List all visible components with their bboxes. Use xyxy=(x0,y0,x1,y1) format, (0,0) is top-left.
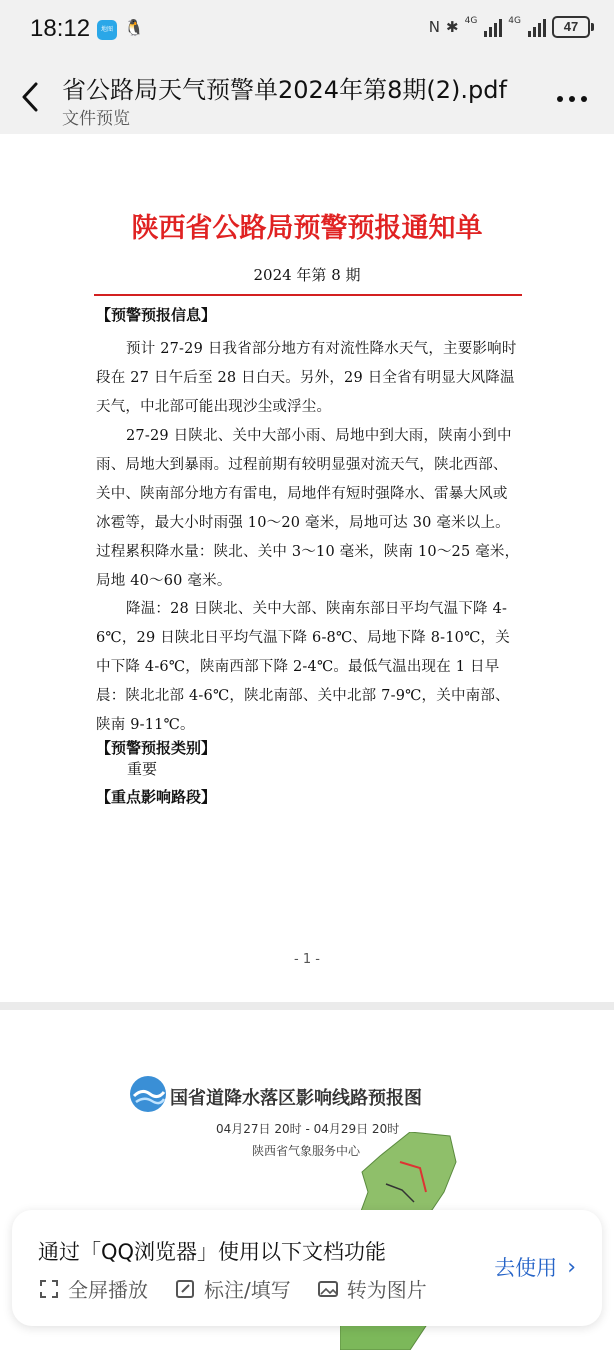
page-number: - 1 - xyxy=(294,952,320,967)
bluetooth-icon: ✱ xyxy=(446,18,459,36)
warning-level: 重要 xyxy=(127,760,158,778)
nfc-icon: N xyxy=(428,18,441,36)
network-type-1: 4G xyxy=(464,16,478,26)
battery-icon xyxy=(552,16,590,38)
signal-icon-1 xyxy=(484,17,502,37)
qq-penguin-icon: 🐧 xyxy=(124,18,144,37)
signal-icon-2 xyxy=(528,17,546,37)
feature-fullscreen-label: 全屏播放 xyxy=(68,1278,148,1302)
use-now-label: 去使用 xyxy=(494,1256,558,1280)
status-bar xyxy=(0,0,614,62)
banner-text: 通过「QQ浏览器」使用以下文档功能 xyxy=(38,1240,387,1264)
back-button[interactable] xyxy=(14,76,48,118)
pdf-page-1[interactable] xyxy=(0,134,614,1002)
status-time: 18:12 xyxy=(30,15,91,42)
chevron-left-icon xyxy=(14,76,48,118)
feature-to-image[interactable] xyxy=(317,1274,427,1303)
title-bar xyxy=(0,62,614,134)
map-app-icon: 地图 xyxy=(97,20,117,40)
section-key-roads: 【重点影响路段】 xyxy=(96,788,217,806)
qq-browser-banner[interactable] xyxy=(12,1210,602,1326)
feature-fullscreen[interactable] xyxy=(38,1274,148,1303)
file-subtitle: 文件预览 xyxy=(62,109,130,129)
feature-annotate-label: 标注/填写 xyxy=(204,1278,291,1302)
more-options-button[interactable] xyxy=(550,82,594,112)
notice-title: 陕西省公路局预警预报通知单 xyxy=(131,213,483,244)
section-warning-info: 【预警预报信息】 xyxy=(96,306,217,324)
battery-level: 47 xyxy=(563,19,579,34)
feature-annotate[interactable] xyxy=(174,1274,291,1303)
map-organization: 陕西省气象服务中心 xyxy=(252,1144,361,1158)
weather-logo-icon xyxy=(128,1074,168,1114)
notice-issue: 2024 年第 8 期 xyxy=(253,266,361,284)
fullscreen-icon xyxy=(38,1278,60,1300)
paragraph-2: 27-29 日陕北、关中大部小雨、局地中到大雨，陕南小到中雨、局地大到暴雨。过程前期有较明显强对流天气，陕北西部、关中、陕南部分地方有雷电，局地伴有短时强降水、雷暴大风或冰雹等，最大小时雨强 10～20 毫米，局地可达 30 毫米以上。过程累积降水量：陕北、关中 3～10 毫米，陕南 10～25 毫米，局地 40～60 毫米。 xyxy=(96,428,520,589)
red-divider xyxy=(94,294,522,296)
section-warning-category: 【预警预报类别】 xyxy=(96,739,217,757)
banner-features xyxy=(38,1274,427,1303)
file-title: 省公路局天气预警单2024年第8期(2).pdf xyxy=(62,76,507,104)
use-now-button[interactable] xyxy=(494,1252,576,1282)
feature-to-image-label: 转为图片 xyxy=(346,1278,427,1302)
image-icon xyxy=(317,1278,339,1300)
paragraph-3: 降温：28 日陕北、关中大部、陕南东部日平均气温下降 4-6℃，29 日陕北日平均气温下降 6-8℃、局地下降 8-10℃，关中下降 4-6℃，陕南西部下降 2-4℃。最低气温出现在 1 日早晨：陕北北部 4-6℃，陕北南部、关中北部 7-9℃，关中南部、陕南 9-11℃。 xyxy=(96,601,510,733)
map-title: 国省道降水落区影响线路预报图 xyxy=(170,1088,422,1109)
chevron-right-icon: › xyxy=(567,1254,576,1280)
network-type-2: 4G xyxy=(508,16,521,26)
paragraph-1: 预计 27-29 日我省部分地方有对流性降水天气，主要影响时段在 27 日午后至 28 日白天。另外，29 日全省有明显大风降温天气，中北部可能出现沙尘或浮尘。 xyxy=(96,341,517,415)
edit-icon xyxy=(174,1278,196,1300)
status-icons xyxy=(429,16,590,38)
map-time-range: 04月27日 20时 - 04月29日 20时 xyxy=(216,1122,400,1136)
more-dots-icon xyxy=(550,82,594,112)
